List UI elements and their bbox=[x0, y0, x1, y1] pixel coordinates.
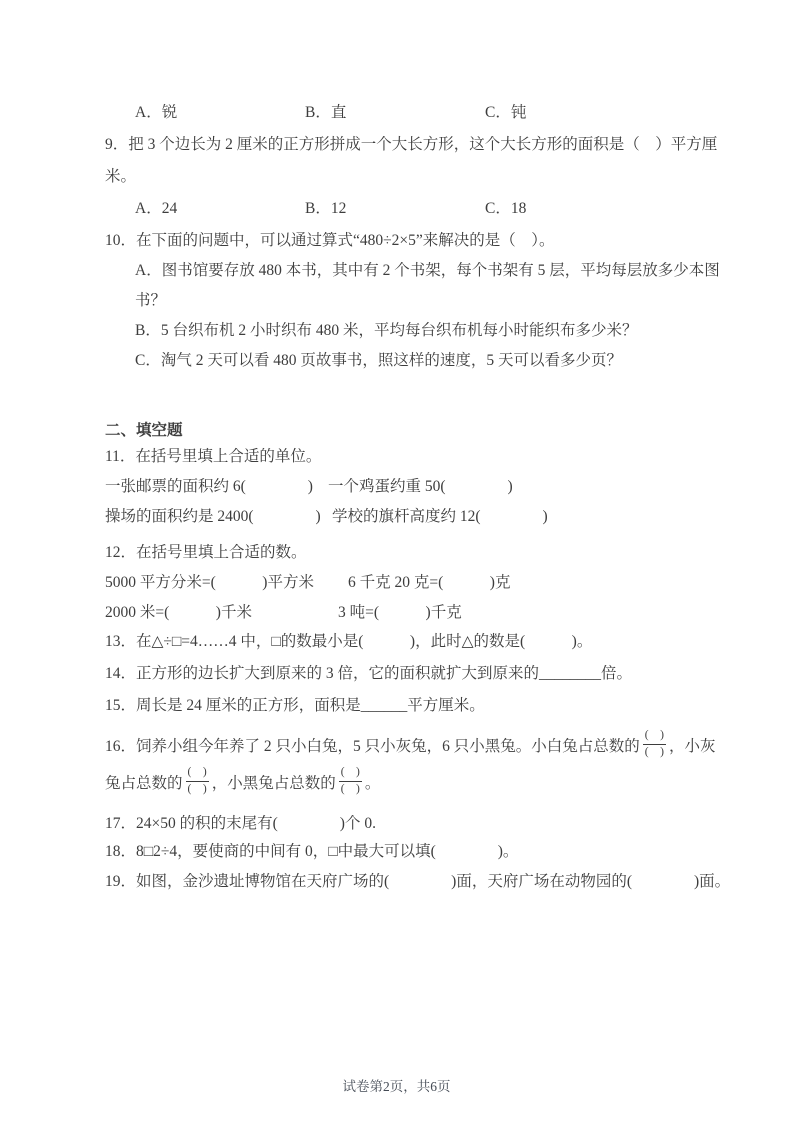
question-12-blank-meter-km: 2000 米=( )千米 bbox=[105, 604, 252, 621]
question-8-option-b: B．直 bbox=[305, 104, 347, 121]
question-9-option-a: A．24 bbox=[135, 200, 178, 217]
question-10-stem: 10．在下面的问题中，可以通过算式“480÷2×5”来解决的是（ ）。 bbox=[105, 232, 555, 249]
question-8-option-a: A．锐 bbox=[135, 104, 178, 121]
section-title-fill-in: 二、填空题 bbox=[105, 422, 183, 439]
question-9-stem-line2: 米。 bbox=[105, 168, 137, 185]
fraction-blank-white-rabbit bbox=[643, 729, 666, 760]
question-18: 18．8□2÷4，要使商的中间有 0，□中最大可以填( )。 bbox=[105, 843, 519, 860]
question-16-line2 bbox=[105, 763, 380, 801]
question-16-text5: 。 bbox=[364, 775, 381, 792]
question-8-option-c: C．钝 bbox=[485, 104, 527, 121]
question-10-option-c: C．淘气 2 天可以看 480 页故事书，照这样的速度，5 天可以看多少页？ bbox=[135, 352, 622, 369]
question-12-stem: 12．在括号里填上合适的数。 bbox=[105, 544, 307, 561]
fraction-denominator: ( ) bbox=[644, 745, 664, 758]
question-14: 14．正方形的边长扩大到原来的 3 倍，它的面积就扩大到原来的________倍。 bbox=[105, 665, 633, 682]
question-11-blank-flagpole-height: 学校的旗杆高度约 12( ) bbox=[332, 508, 548, 525]
question-16-line1 bbox=[105, 726, 715, 764]
question-10-option-a-line2: 书？ bbox=[135, 292, 167, 309]
fraction-denominator: ( ) bbox=[187, 782, 207, 795]
question-12-blank-ton-kg: 3 吨=( )千克 bbox=[338, 604, 462, 621]
fraction-numerator: ( ) bbox=[186, 766, 209, 782]
question-16-text2: ，小灰 bbox=[668, 738, 716, 755]
question-11-blank-egg-weight: 一个鸡蛋约重 50( ) bbox=[328, 478, 513, 495]
fraction-blank-grey-rabbit bbox=[186, 766, 209, 797]
question-15: 15．周长是 24 厘米的正方形，面积是______平方厘米。 bbox=[105, 697, 485, 714]
question-9-option-b: B．12 bbox=[305, 200, 347, 217]
question-16-text1: 16．饲养小组今年养了 2 只小白兔，5 只小灰兔，6 只小黑兔。小白兔占总数的 bbox=[105, 738, 640, 755]
question-10-option-b: B．5 台织布机 2 小时织布 480 米，平均每台织布机每小时能织布多少米？ bbox=[135, 322, 638, 339]
fraction-blank-black-rabbit bbox=[339, 766, 362, 797]
fraction-denominator: ( ) bbox=[340, 782, 360, 795]
question-19: 19．如图，金沙遗址博物馆在天府广场的( )面，天府广场在动物园的( )面。 bbox=[105, 873, 731, 890]
question-16-text4: ，小黑兔占总数的 bbox=[211, 775, 336, 792]
fraction-numerator: ( ) bbox=[643, 729, 666, 745]
question-10-option-a-line1: A．图书馆要存放 480 本书，其中有 2 个书架，每个书架有 5 层，平均每层放多少本图 bbox=[135, 262, 720, 279]
question-13: 13．在△÷□=4……4 中，□的数最小是( )，此时△的数是( )。 bbox=[105, 633, 593, 650]
question-12-blank-sq-decimeter: 5000 平方分米=( )平方米 bbox=[105, 574, 314, 591]
question-9-stem-line1: 9．把 3 个边长为 2 厘米的正方形拼成一个大长方形，这个大长方形的面积是（ ）平方厘 bbox=[105, 136, 718, 153]
question-11-stem: 11．在括号里填上合适的单位。 bbox=[105, 448, 322, 465]
question-11-blank-playground-area: 操场的面积约是 2400( ) bbox=[105, 508, 321, 525]
question-12-blank-kg-g: 6 千克 20 克=( )克 bbox=[348, 574, 511, 591]
question-17: 17．24×50 的积的末尾有( )个 0. bbox=[105, 815, 376, 832]
fraction-numerator: ( ) bbox=[339, 766, 362, 782]
question-9-option-c: C．18 bbox=[485, 200, 527, 217]
question-11-blank-stamp-area: 一张邮票的面积约 6( ) bbox=[105, 478, 313, 495]
page-number-footer: 试卷第2页，共6页 bbox=[342, 1079, 451, 1094]
question-16-text3: 兔占总数的 bbox=[105, 775, 183, 792]
